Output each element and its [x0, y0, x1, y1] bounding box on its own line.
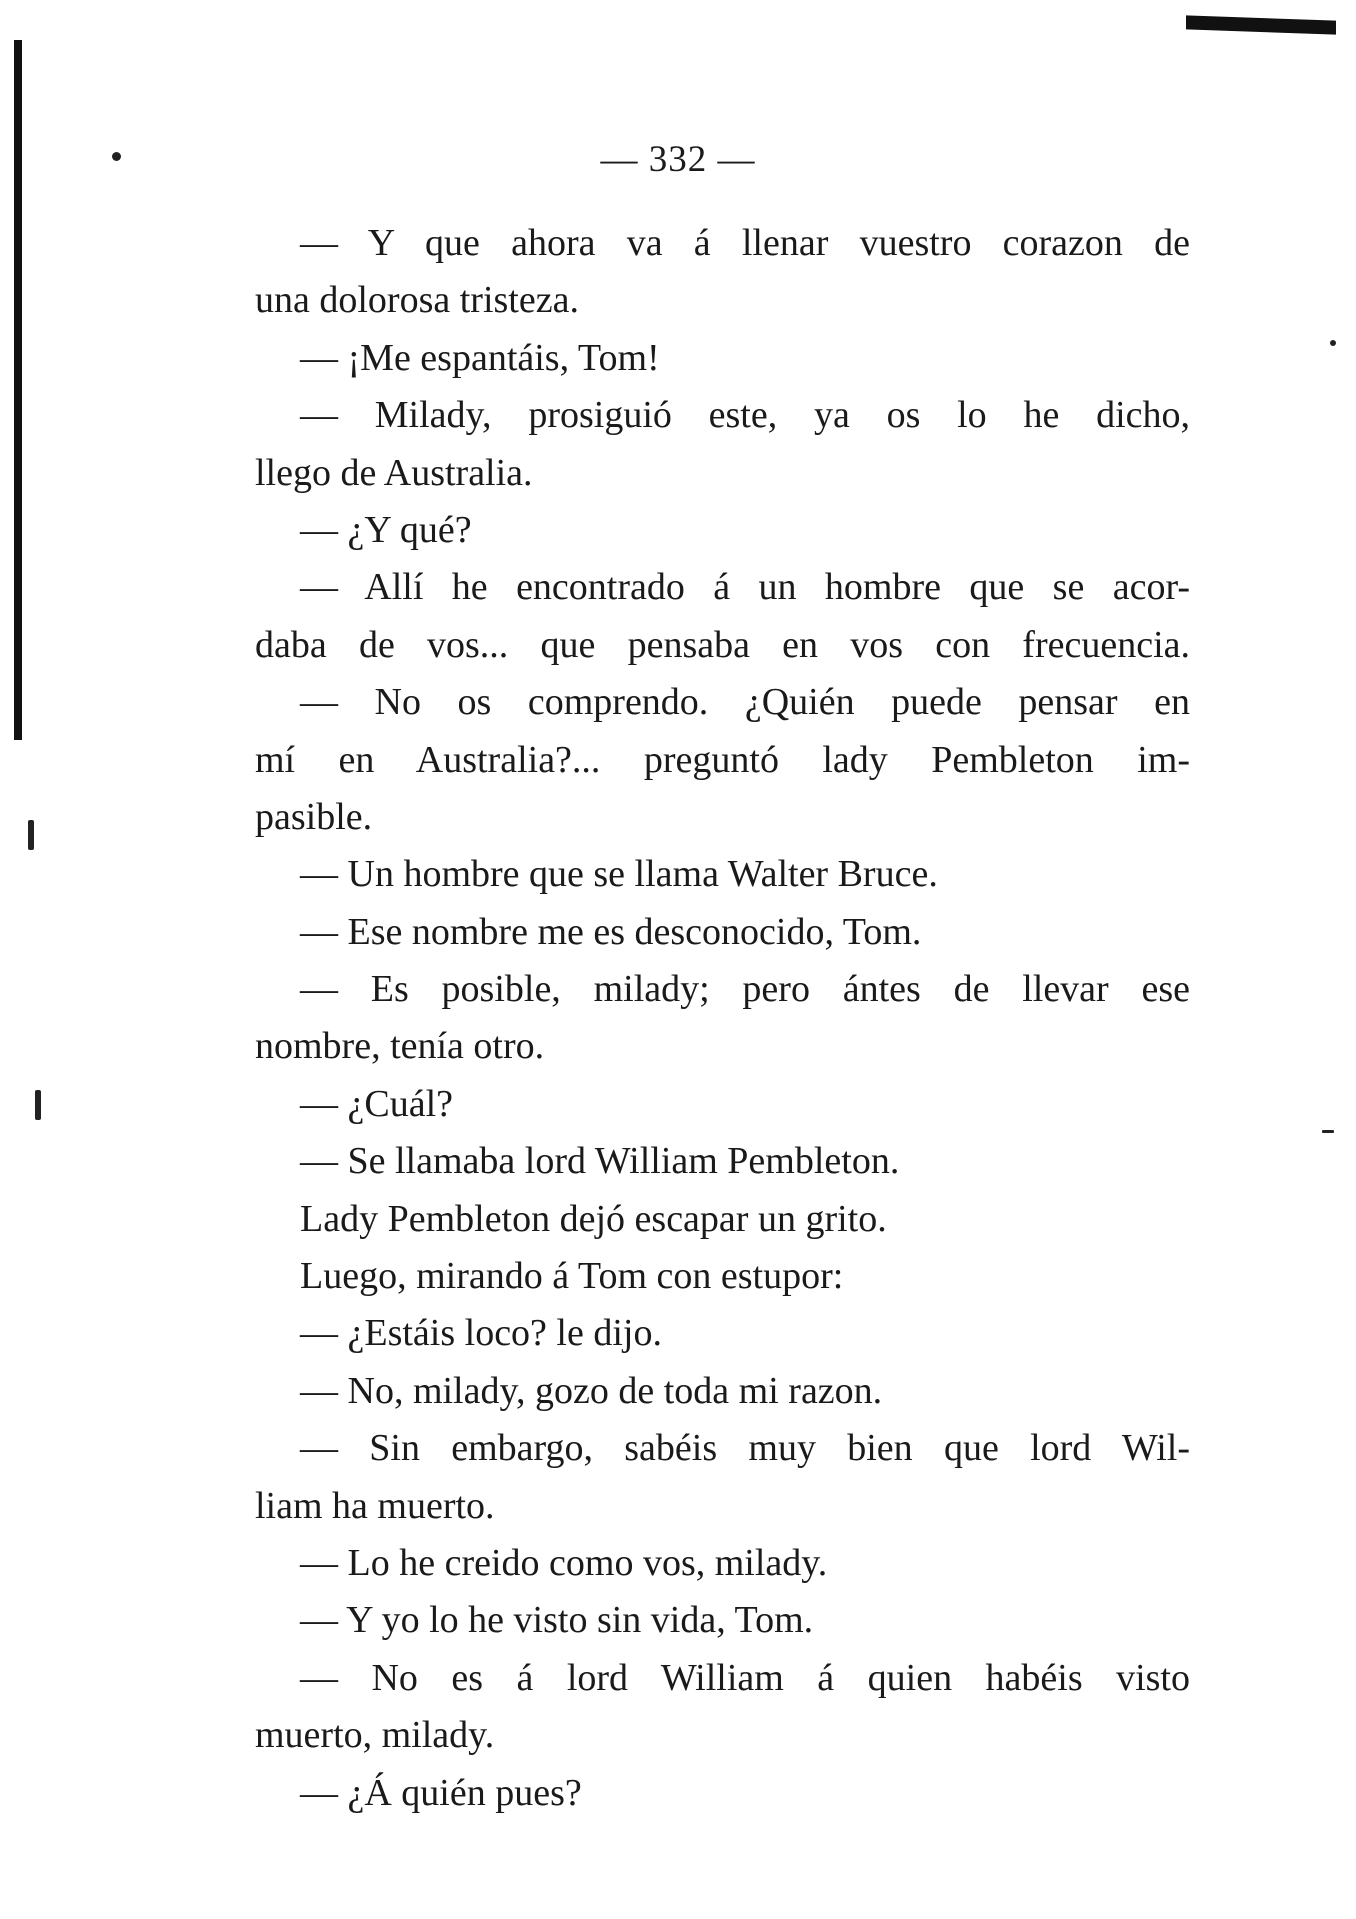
text-line: liam ha muerto.: [255, 1484, 495, 1527]
text-line: — Allí he encontrado á un hombre que se acor-: [300, 566, 1190, 609]
text-line: — Lo he creido como vos, milady.: [300, 1541, 828, 1584]
text-line: — Ese nombre me es desconocido, Tom.: [300, 910, 922, 953]
scan-speck: [1322, 1130, 1334, 1133]
text-line: — ¡Me espantáis, Tom!: [300, 336, 660, 379]
text-line: — Se llamaba lord William Pembleton.: [300, 1140, 900, 1183]
text-line: — ¿Cuál?: [300, 1082, 454, 1125]
text-line: — Es posible, milady; pero ántes de llevar ese: [300, 968, 1190, 1011]
text-line: — ¿Estáis loco? le dijo.: [300, 1312, 662, 1355]
text-line: — ¿Á quién pues?: [300, 1771, 582, 1814]
text-line: Luego, mirando á Tom con estupor:: [300, 1255, 844, 1298]
text-line: — No, milady, gozo de toda mi razon.: [300, 1369, 883, 1412]
text-line: daba de vos... que pensaba en vos con frecuencia.: [255, 623, 1190, 666]
text-line: muerto, milady.: [255, 1714, 495, 1757]
text-line: mí en Australia?... preguntó lady Pembleton im-: [255, 738, 1190, 781]
page-number: — 332 —: [600, 139, 756, 180]
text-line: — Y que ahora va á llenar vuestro corazon de: [300, 222, 1190, 264]
text-line: — No es á lord William á quien habéis visto: [300, 1656, 1190, 1699]
text-line: Lady Pembleton dejó escapar un grito.: [300, 1197, 887, 1240]
scan-speck: [1330, 340, 1336, 346]
text-line: — Y yo lo he visto sin vida, Tom.: [300, 1599, 814, 1642]
text-line: pasible.: [255, 795, 373, 838]
text-line: nombre, tenía otro.: [255, 1025, 545, 1068]
text-line: — ¿Y qué?: [300, 508, 472, 551]
text-line: llego de Australia.: [255, 451, 533, 494]
text-line: — Un hombre que se llama Walter Bruce.: [300, 853, 938, 896]
text-line: — Sin embargo, sabéis muy bien que lord Wil-: [300, 1427, 1190, 1470]
text-line: una dolorosa tristeza.: [255, 279, 579, 322]
scan-speck: [28, 820, 34, 850]
scan-corner-mark: [1186, 15, 1336, 34]
text-line: — Milady, prosiguió este, ya os lo he dicho,: [300, 394, 1190, 437]
scan-speck: [35, 1090, 41, 1120]
text-line: — No os comprendo. ¿Quién puede pensar en: [300, 681, 1190, 724]
body-text: [255, 215, 1190, 1822]
